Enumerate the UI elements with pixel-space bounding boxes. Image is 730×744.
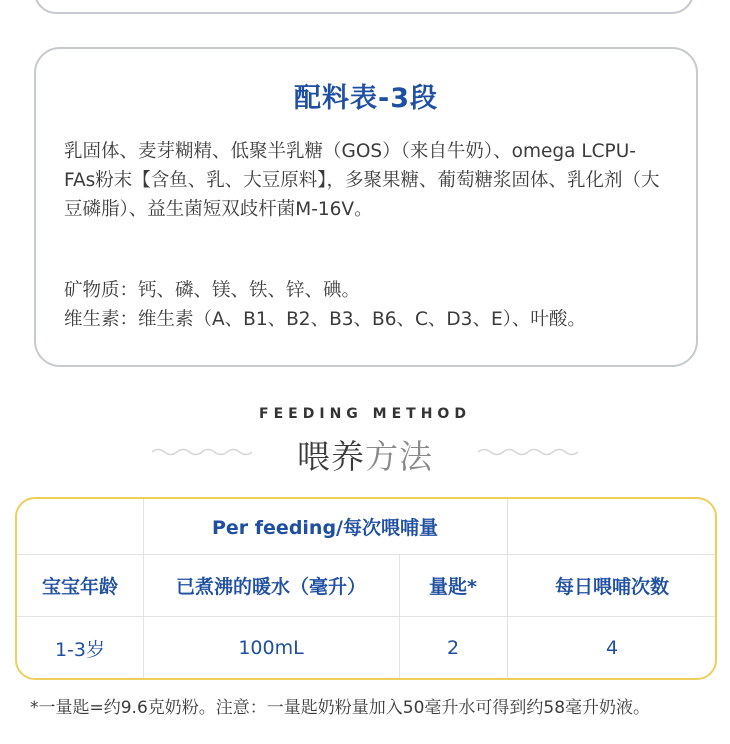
wave-divider-right-icon bbox=[478, 445, 578, 459]
feeding-title-zh bbox=[0, 431, 730, 478]
ingredients-line: 豆磷脂）、益生菌短双歧杆菌M-16V。 bbox=[64, 199, 373, 220]
cell-water: 100mL bbox=[238, 637, 304, 659]
cell-age: 1-3岁 bbox=[54, 638, 106, 661]
header-daily-feeds: 每日喂哺次数 bbox=[554, 575, 669, 598]
ingredients-title: 配料表-3段 bbox=[294, 83, 438, 114]
cell-scoops: 2 bbox=[446, 637, 460, 659]
wave-divider-left-icon bbox=[152, 445, 252, 459]
ingredients-list bbox=[64, 137, 669, 224]
group-header: Per feeding/每次喂哺量 bbox=[211, 517, 438, 539]
feeding-table bbox=[15, 497, 717, 680]
feeding-title-zh-light: 方法 bbox=[365, 437, 433, 476]
ingredients-line: 乳固体、麦芽糊精、低聚半乳糖（GOS）（来自牛奶）、omega LCPU- bbox=[64, 141, 636, 162]
header-water: 已煮沸的暖水（毫升） bbox=[175, 575, 366, 598]
previous-card-edge bbox=[34, 0, 694, 14]
header-scoops: 量匙* bbox=[429, 575, 477, 598]
header-age: 宝宝年龄 bbox=[41, 575, 118, 598]
feeding-title-zh-dark: 喂养 bbox=[297, 437, 365, 476]
ingredients-line: FAs粉末【含鱼、乳、大豆原料】，多聚果糖、葡萄糖浆固体、乳化剂（大 bbox=[64, 170, 660, 191]
ingredients-card bbox=[34, 47, 698, 367]
vitamins-text: 维生素：维生素（A、B1、B2、B3、B6、C、D3、E）、叶酸。 bbox=[64, 309, 586, 330]
cell-daily-feeds: 4 bbox=[605, 637, 619, 659]
footnote: *一量匙=约9.6克奶粉。注意：一量匙奶粉量加入50毫升水可得到约58毫升奶液。 bbox=[30, 698, 651, 718]
minerals-text: 矿物质：钙、磷、镁、铁、锌、碘。 bbox=[64, 280, 361, 301]
minerals-vitamins bbox=[64, 276, 586, 334]
feeding-title-en: FEEDING METHOD bbox=[259, 406, 471, 422]
